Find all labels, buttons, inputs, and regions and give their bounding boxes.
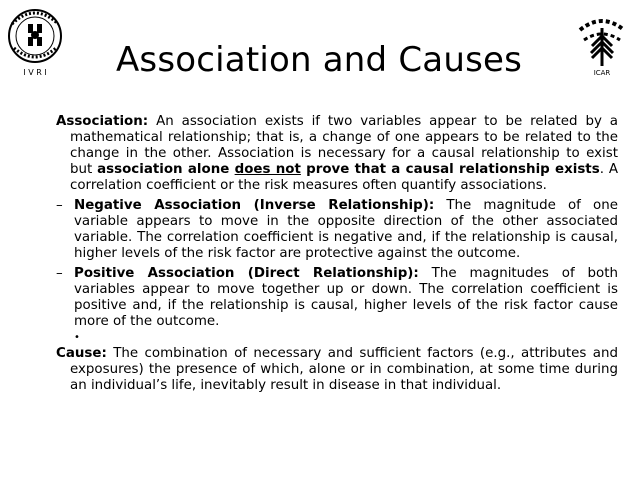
ivri-logo-text: I V R I: [23, 68, 47, 77]
positive-association-item: [56, 266, 618, 330]
dash-marker: –: [56, 266, 63, 281]
negative-association-term: Negative Association (Inverse Relationship):: [74, 198, 435, 213]
positive-association-term: Positive Association (Direct Relationship):: [74, 266, 419, 281]
association-bold-underline: does not: [234, 162, 301, 177]
association-bold-2: prove that a causal relationship exists: [300, 162, 600, 177]
negative-association-text: The magnitude of one variable appears to move in the opposite direction of the other associated variable. The correlation coefficient is negative and, if the relationship is causal, higher levels of the risk factor are protective against the outcome.: [74, 198, 618, 261]
empty-bullet: •: [74, 332, 80, 343]
dash-marker: –: [56, 198, 63, 213]
association-text-1: An association exists if two variables appear to be related by a mathematical relationship; that is, a change of one appears to be related to the change in the other. Association is necessary for a causal relationship to exist but: [70, 114, 618, 177]
cause-paragraph: [56, 346, 618, 394]
slide-title: Association and Causes: [115, 40, 523, 80]
cause-term: Cause:: [56, 346, 107, 361]
positive-association-text: The magnitudes of both variables appear to move together up or down. The correlation coefficient is positive and, if the relationship is causal, higher levels of the risk factor cause more of the outcome.: [74, 266, 618, 329]
icar-logo-text: ICAR: [593, 69, 611, 77]
cause-text: The combination of necessary and sufficient factors (e.g., attributes and exposures) the presence of which, alone or in combination, at some time during an individual’s life, inevitably result in disease in that individual.: [70, 346, 618, 393]
association-paragraph: [56, 114, 618, 194]
negative-association-item: [56, 198, 618, 262]
association-bold-1: association alone: [97, 162, 235, 177]
association-term: Association:: [56, 114, 149, 129]
association-text-2: . A correlation coefficient or the risk measures often quantify associations.: [70, 162, 618, 193]
slide-body: [56, 114, 618, 394]
